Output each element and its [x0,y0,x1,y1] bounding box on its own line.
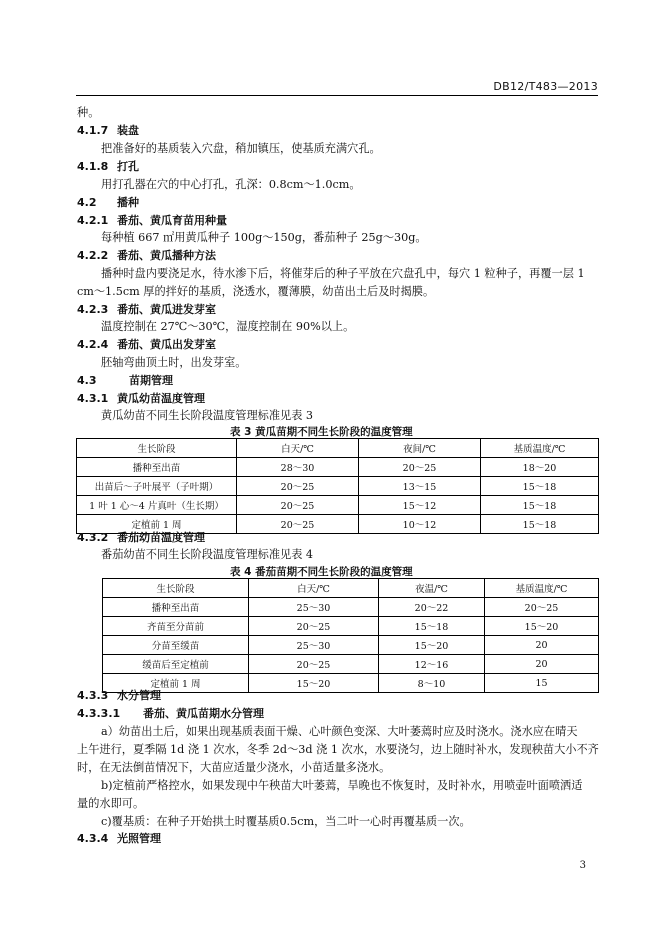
section-heading-4-3-3 [77,689,161,703]
table-cell: 分苗至缓苗 [103,636,249,655]
section-number: 4.2 [77,196,97,209]
table-header-cell: 白天/℃ [249,579,379,598]
table-cell: 18～20 [481,458,599,477]
section-number: 4.3.3 [77,689,109,702]
section-number: 4.3.1 [77,392,109,405]
table-cell: 20～22 [379,598,485,617]
table-row [77,458,599,477]
section-heading-4-1-8 [77,160,139,174]
section-number: 4.2.1 [77,214,109,227]
section-heading-4-1-7 [77,124,139,138]
section-title: 番茄、黄瓜苗期水分管理 [143,707,264,720]
table-cell: 15～18 [481,515,599,534]
section-title: 番茄、黄瓜育苗用种量 [117,214,227,227]
section-number: 4.2.2 [77,249,109,262]
table-row [77,477,599,496]
table-cell: 定植前 1 周 [77,515,237,534]
table-row [103,598,599,617]
table-header-cell: 白天/℃ [237,439,359,458]
table-cell: 20～25 [249,655,379,674]
table-header-cell: 生长阶段 [77,439,237,458]
table-header-row [103,579,599,598]
text-line: 上午进行，夏季隔 1d 浇 1 次水，冬季 2d～3d 浇 1 次水，水要浇匀，边上随时补水，发现秧苗大小不齐 [77,743,599,756]
section-title: 装盘 [117,124,139,137]
table-4 [102,578,599,693]
table-header-cell: 基质温度/℃ [485,579,599,598]
table-cell: 20～25 [237,477,359,496]
text-line: 用打孔器在穴的中心打孔，孔深：0.8cm～1.0cm。 [101,178,361,191]
text-line: 量的水即可。 [77,797,145,810]
section-title: 番茄、黄瓜出发芽室 [117,338,216,351]
table-cell: 定植前 1 周 [103,674,249,693]
section-heading-4-2 [77,196,139,210]
section-title: 番茄、黄瓜进发芽室 [117,303,216,316]
text-line: 播种时盘内要浇足水，待水渗下后，将催芽后的种子平放在穴盘孔中，每穴 1 粒种子，再覆一层 1 [101,267,585,280]
text-line: 种。 [77,106,100,119]
table-header-cell: 夜温/℃ [379,579,485,598]
table-cell: 播种至出苗 [103,598,249,617]
section-title: 番茄幼苗温度管理 [117,531,205,544]
table-cell: 出苗后～子叶展平（子叶期） [77,477,237,496]
table-cell: 15～20 [379,636,485,655]
section-number: 4.2.4 [77,338,109,351]
table-cell: 12～16 [379,655,485,674]
table-cell: 25～30 [249,598,379,617]
table-cell: 15～20 [485,617,599,636]
table-cell: 20～25 [237,496,359,515]
table-cell: 缓苗后至定植前 [103,655,249,674]
text-line: c)覆基质：在种子开始拱土时覆基质0.5cm，当二叶一心时再覆基质一次。 [101,815,471,828]
table-cell: 13～15 [359,477,481,496]
table-row [103,636,599,655]
table-cell: 15～18 [481,477,599,496]
table-cell: 齐苗至分苗前 [103,617,249,636]
section-title: 打孔 [117,160,139,173]
table-header-cell: 生长阶段 [103,579,249,598]
table-3 [76,438,599,534]
section-heading-4-2-3 [77,303,216,317]
section-title: 番茄、黄瓜播种方法 [117,249,216,262]
table-cell: 15～12 [359,496,481,515]
table-cell: 28～30 [237,458,359,477]
table-cell: 20～25 [485,598,599,617]
table-cell: 1 叶 1 心～4 片真叶（生长期） [77,496,237,515]
table-cell: 8～10 [379,674,485,693]
section-number: 4.2.3 [77,303,109,316]
table-row [103,674,599,693]
section-number: 4.3.3.1 [77,707,121,720]
text-line: 番茄幼苗不同生长阶段温度管理标准见表 4 [101,548,314,561]
text-line: 把准备好的基质装入穴盘，稍加镇压，使基质充满穴孔。 [101,142,381,155]
section-number: 4.1.7 [77,124,109,137]
table-cell: 15～18 [379,617,485,636]
section-heading-4-3-1 [77,392,205,406]
table-cell: 播种至出苗 [77,458,237,477]
table-cell: 20 [485,655,599,674]
section-title: 播种 [117,196,139,209]
table-cell: 20～25 [249,617,379,636]
table-cell: 10～12 [359,515,481,534]
section-number: 4.3.4 [77,832,109,845]
table-row [103,617,599,636]
text-line: b)定植前严格控水，如果发现中午秧苗大叶萎蔫，旱晚也不恢复时，及时补水，用喷壶叶面喷洒适 [101,779,583,792]
section-title: 水分管理 [117,689,161,702]
section-title: 苗期管理 [129,374,173,387]
section-heading-4-2-1 [77,214,227,228]
text-line: 每种植 667 ㎡用黄瓜种子 100g～150g，番茄种子 25g～30g。 [101,231,427,244]
section-number: 4.3 [77,374,97,387]
section-heading-4-3-4 [77,832,161,846]
text-line: cm～1.5cm 厚的拌好的基质，浇透水，覆薄膜，幼苗出土后及时揭膜。 [77,285,435,298]
table-header-cell: 夜间/℃ [359,439,481,458]
section-heading-4-3-3-1 [77,707,264,721]
table-cell: 20 [485,636,599,655]
document-code: DB12/T483—2013 [493,80,598,93]
text-line: 胚轴弯曲顶土时，出发芽室。 [101,356,247,369]
table-cell: 20～25 [237,515,359,534]
text-line: 时，在无法倒苗情况下，大苗应适量少浇水，小苗适量多浇水。 [77,761,391,774]
table-header-row [77,439,599,458]
table-cell: 15～18 [481,496,599,515]
table-cell: 15 [485,674,599,693]
table-4-caption: 表 4 番茄苗期不同生长阶段的温度管理 [230,566,413,578]
text-line: 温度控制在 27℃～30℃，湿度控制在 90%以上。 [101,320,355,333]
section-number: 4.1.8 [77,160,109,173]
section-heading-4-3 [77,374,173,388]
section-heading-4-3-2 [77,531,205,545]
section-title: 光照管理 [117,832,161,845]
table-cell: 25～30 [249,636,379,655]
table-cell: 20～25 [359,458,481,477]
table-row [103,655,599,674]
section-title: 黄瓜幼苗温度管理 [117,392,205,405]
header-rule [76,95,598,96]
table-row [77,496,599,515]
table-header-cell: 基质温度/℃ [481,439,599,458]
table-3-caption: 表 3 黄瓜苗期不同生长阶段的温度管理 [230,426,413,438]
text-line: a）幼苗出土后，如果出现基质表面干燥、心叶颜色变深、大叶萎蔫时应及时浇水。浇水应在晴天 [101,725,578,738]
section-heading-4-2-2 [77,249,216,263]
page-number: 3 [579,860,586,871]
section-heading-4-2-4 [77,338,216,352]
table-cell: 15～20 [249,674,379,693]
section-number: 4.3.2 [77,531,109,544]
text-line: 黄瓜幼苗不同生长阶段温度管理标准见表 3 [101,409,314,422]
